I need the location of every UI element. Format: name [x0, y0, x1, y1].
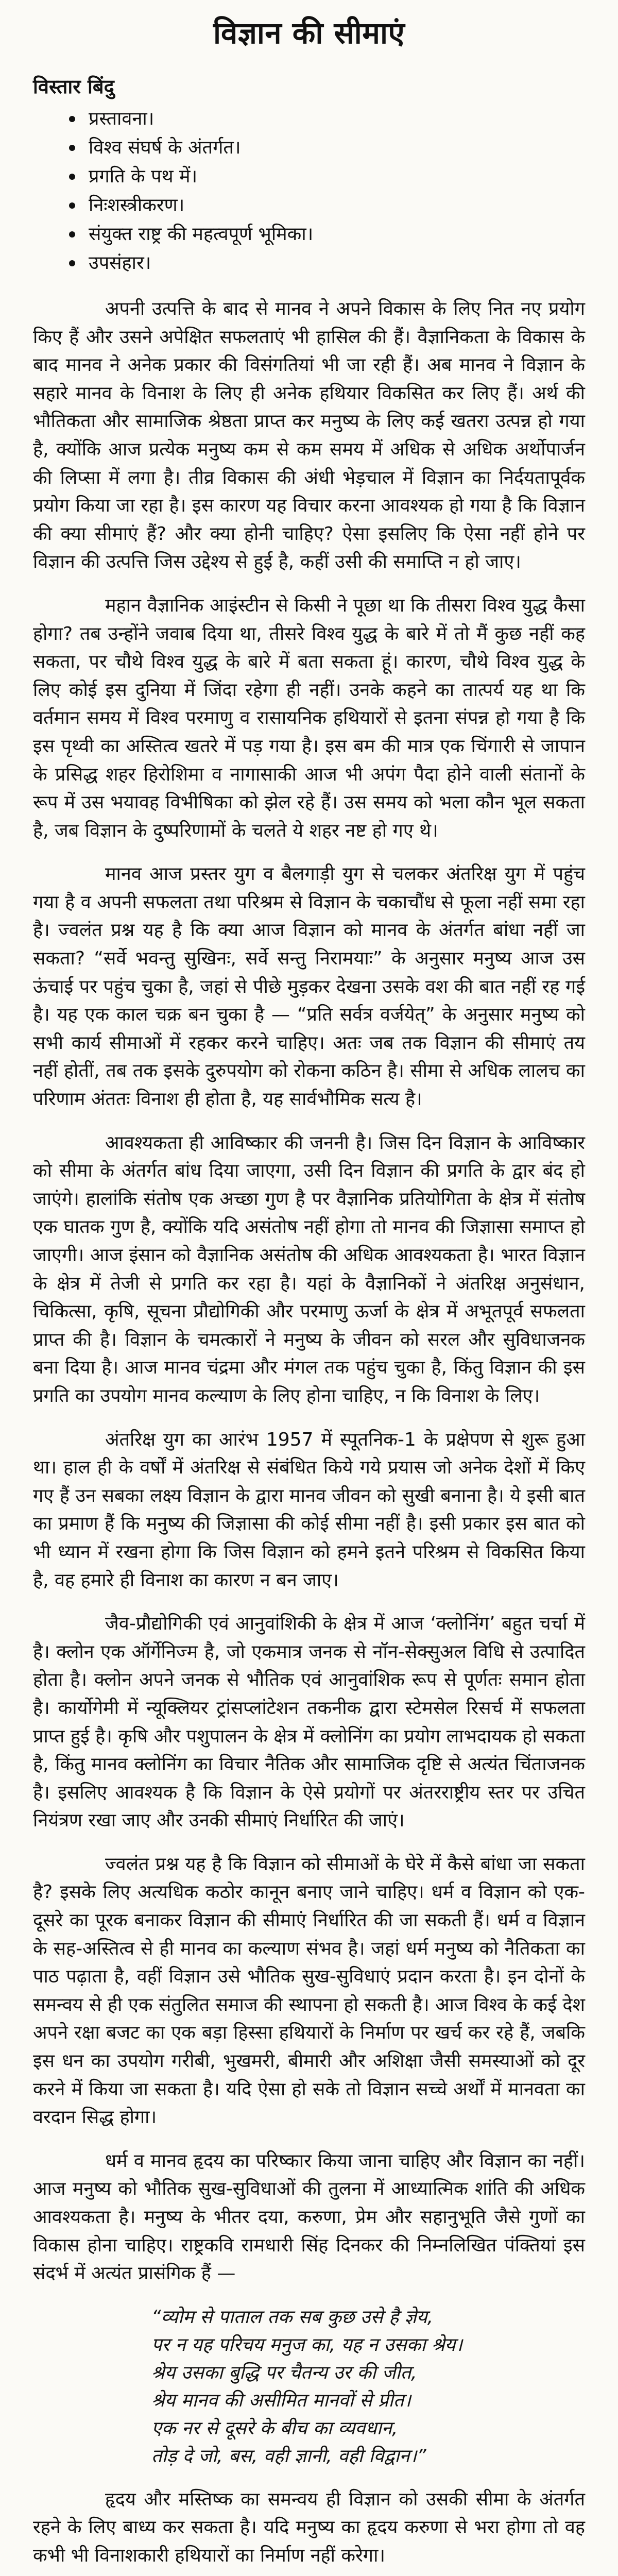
outline-item [69, 162, 585, 191]
paragraph-progress: आवश्यकता ही आविष्कार की जननी है। जिस दिन विज्ञान के आविष्कार को सीमा के अंतर्गत बांध दिया जाएगा, उसी दिन विज्ञान की प्रगति के द्वार बंद हो जाएंगे। हालांकि संतोष एक अच्छा गुण है पर वैज्ञानिक प्रतियोगिता के क्षेत्र में संतोष एक घातक गुण है, क्योंकि यदि असंतोष नहीं होगा तो मानव की जिज्ञासा समाप्त हो जाएगी। आज इंसान को वैज्ञानिक असंतोष की अधिक आवश्यकता है। भारत विज्ञान के क्षेत्र में तेजी से प्रगति कर रहा है। यहां के वैज्ञानिकों ने अंतरिक्ष अनुसंधान, चिकित्सा, कृषि, सूचना प्रौद्योगिकी और परमाणु ऊर्जा के क्षेत्र में अभूतपूर्व सफलता प्राप्त की है। विज्ञान के चमत्कारों ने मनुष्य के जीवन को सरल और सुविधाजनक बना दिया है। आज मानव चंद्रमा और मंगल तक पहुंच चुका है, किंतु विज्ञान की इस प्रगति का उपयोग मानव कल्याण के लिए होना चाहिए, न कि विनाश के लिए। [33, 1132, 585, 1406]
poem-line: एक नर से दूसरे के बीच का व्यवधान, [151, 2417, 398, 2439]
bullet-icon [69, 116, 75, 122]
paragraph-space-age: मानव आज प्रस्तर युग व बैलगाड़ी युग से चलकर अंतरिक्ष युग में पहुंच गया है व अपनी सफलता तथा परिश्रम से विज्ञान के चकाचौंध से फूला नहीं समा रहा है। ज्वलंत प्रश्न यह है कि क्या आज विज्ञान को मानव के अंतर्गत बांधा नहीं जा सकता? “सर्वे भवन्तु सुखिनः, सर्वे सन्तु निरामयाः” के अनुसार मनुष्य आज उस ऊंचाई पर पहुंच चुका है, जहां से पीछे मुड़कर देखना उसके वश की बात नहीं रह गई है। यह एक काल चक्र बन चुका है — “प्रति सर्वत्र वर्जयेत्” के अनुसार मनुष्य को सभी कार्य सीमाओं में रहकर करने चाहिए। अतः जब तक विज्ञान की सीमाएं तय नहीं होतीं, तब तक इसके दुरुपयोग को रोकना कठिन है। सीमा से अधिक लालच का परिणाम अंततः विनाश ही होता है, यह सार्वभौमिक सत्य है। [33, 863, 585, 1110]
outline-item-text: प्रस्तावना। [89, 108, 154, 129]
outline-item [69, 133, 585, 162]
outline-heading: विस्तार बिंदु [33, 75, 114, 98]
outline-item-text: विश्व संघर्ष के अंतर्गत। [89, 137, 241, 158]
bullet-icon [69, 174, 75, 180]
poem-line: पर न यह परिचय मनुज का, यह न उसका श्रेय। [151, 2334, 463, 2355]
poem-quote [151, 2303, 585, 2470]
poem-line: श्रेय मानव की असीमित मानवों से प्रीत। [151, 2389, 411, 2411]
bullet-icon [69, 202, 75, 209]
poem-line: तोड़ दे जो, बस, वही ज्ञानी, वही विद्वान।” [151, 2445, 426, 2467]
outline-list [69, 105, 585, 278]
paragraph-cloning: जैव-प्रौद्योगिकी एवं आनुवांशिकी के क्षेत्र में आज ‘क्लोनिंग’ बहुत चर्चा में है। क्लोन एक ऑर्गेनिज्म है, जो एकमात्र जनक से नॉन-सेक्सुअल विधि से उत्पादित होता है। क्लोन अपने जनक से भौतिक एवं आनुवांशिक रूप से पूर्णतः समान होता है। कार्योगेमी में न्यूक्लियर ट्रांसप्लांटेशन तकनीक द्वारा स्टेमसेल रिसर्च में सफलता प्राप्त हुई है। कृषि और पशुपालन के क्षेत्र में क्लोनिंग का प्रयोग लाभदायक हो सकता है, किंतु मानव क्लोनिंग का विचार नैतिक और सामाजिक दृष्टि से अत्यंत चिंताजनक है। इसलिए आवश्यक है कि विज्ञान के ऐसे प्रयोगों पर अंतरराष्ट्रीय स्तर पर उचित नियंत्रण रखा जाए और उनकी सीमाएं निर्धारित की जाएं। [33, 1613, 585, 1832]
outline-item-text: संयुक्त राष्ट्र की महत्वपूर्ण भूमिका। [89, 224, 314, 245]
paragraph-introduction: अपनी उत्पत्ति के बाद से मानव ने अपने विकास के लिए नित नए प्रयोग किए हैं और उसने अपेक्षित सफलताएं भी हासिल की हैं। वैज्ञानिकता के विकास के बाद मानव ने अनेक प्रकार की विसंगतियां भी जा रही हैं। अब मानव ने विज्ञान के सहारे मानव के विनाश के लिए ही अनेक हथियार विकसित कर लिए हैं। अर्थ की भौतिकता और सामाजिक श्रेष्ठता प्राप्त कर मनुष्य के लिए कई खतरा उत्पन्न हो गया है, क्योंकि आज प्रत्येक मनुष्य कम से कम समय में अधिक से अधिक अर्थोपार्जन की लिप्सा में लगा है। तीव्र विकास की अंधी भेड़चाल में विज्ञान का निर्दयतापूर्वक प्रयोग किया जा रहा है। इस कारण यह विचार करना आवश्यक हो गया है कि विज्ञान की क्या सीमाएं हैं? और क्या होनी चाहिए? ऐसा इसलिए कि ऐसा नहीं होने पर विज्ञान की उत्पत्ति जिस उद्देश्य से हुई है, कहीं उसी की समाप्ति न हो जाए। [33, 298, 585, 573]
paragraph-heart-mind: हृदय और मस्तिष्क का समन्वय ही विज्ञान को उसकी सीमा के अंतर्गत रहने के लिए बाध्य कर सकता है। यदि मनुष्य का हृदय करुणा से भरा होगा तो वह कभी भी विनाशकारी हथियारों का निर्माण नहीं करेगा। [33, 2488, 585, 2566]
paragraph-world-war: महान वैज्ञानिक आइंस्टीन से किसी ने पूछा था कि तीसरा विश्व युद्ध कैसा होगा? तब उन्होंने जवाब दिया था, तीसरे विश्व युद्ध के बारे में तो मैं कुछ नहीं कह सकता, पर चौथे विश्व युद्ध के बारे में बता सकता हूं। कारण, चौथे विश्व युद्ध के लिए कोई इस दुनिया में जिंदा रहेगा ही नहीं। उनके कहने का तात्पर्य यह था कि वर्तमान समय में विश्व परमाणु व रासायनिक हथियारों से इतना संपन्न हो गया है कि इस पृथ्वी का अस्तित्व खतरे में पड़ गया है। इस बम की मात्र एक चिंगारी से जापान के प्रसिद्ध शहर हिरोशिमा व नागासाकी आज भी अपंग पैदा होने वाली संतानों के रूप में उस भयावह विभीषिका को झेल रहे हैं। उस समय को भला कौन भूल सकता है, जब विज्ञान के दुष्परिणामों के चलते ये शहर नष्ट हो गए थे। [33, 595, 585, 841]
bullet-icon [69, 260, 75, 266]
outline-item [69, 105, 585, 133]
bullet-icon [69, 231, 75, 238]
bullet-icon [69, 145, 75, 151]
poem-line: श्रेय उसका बुद्धि पर चैतन्य उर की जीत, [151, 2362, 417, 2383]
poem-line: “व्योम से पाताल तक सब कुछ उसे है ज्ञेय, [151, 2306, 434, 2328]
outline-item-text: निःशस्त्रीकरण। [89, 195, 185, 216]
paragraph-limits-question: ज्वलंत प्रश्न यह है कि विज्ञान को सीमाओं के घेरे में कैसे बांधा जा सकता है? इसके लिए अत्यधिक कठोर कानून बनाए जाने चाहिए। धर्म व विज्ञान को एक-दूसरे का पूरक बनाकर विज्ञान की सीमाएं निर्धारित की जा सकती हैं। धर्म व विज्ञान के सह-अस्तित्व से ही मानव का कल्याण संभव है। जहां धर्म मनुष्य को नैतिकता का पाठ पढ़ाता है, वहीं विज्ञान उसे भौतिक सुख-सुविधाएं प्रदान करता है। इन दोनों के समन्वय से ही एक संतुलित समाज की स्थापना हो सकती है। आज विश्व के कई देश अपने रक्षा बजट का एक बड़ा हिस्सा हथियारों के निर्माण पर खर्च कर रहे हैं, जबकि इस धन का उपयोग गरीबी, भुखमरी, बीमारी और अशिक्षा जैसी समस्याओं को दूर करने में किया जा सकता है। यदि ऐसा हो सके तो विज्ञान सच्चे अर्थों में मानवता का वरदान सिद्ध होगा। [33, 1853, 585, 2128]
paragraph-space-research: अंतरिक्ष युग का आरंभ 1957 में स्पूतनिक-1 के प्रक्षेपण से शुरू हुआ था। हाल ही के वर्षों में अंतरिक्ष से संबंधित किये गये प्रयास जो अनेक देशों में किए गए हैं उन सबका लक्ष्य विज्ञान के द्वारा मानव जीवन को सुखी बनाना है। ये इसी बात का प्रमाण हैं कि मनुष्य की जिज्ञासा की कोई सीमा नहीं है। इसी प्रकार इस बात को भी ध्यान में रखना होगा कि जिस विज्ञान को हमने इतने परिश्रम से विकसित किया है, वह हमारे ही विनाश का कारण न बन जाए। [33, 1429, 585, 1591]
essay-title: विज्ञान की सीमाएं [213, 15, 405, 50]
outline-item [69, 191, 585, 220]
outline-item-text: प्रगति के पथ में। [89, 166, 198, 187]
outline-item [69, 249, 585, 278]
outline-item [69, 220, 585, 249]
paragraph-religion: धर्म व मानव हृदय का परिष्कार किया जाना चाहिए और विज्ञान का नहीं। आज मनुष्य को भौतिक सुख-सुविधाओं की तुलना में आध्यात्मिक शांति की अधिक आवश्यकता है। मनुष्य के भीतर दया, करुणा, प्रेम और सहानुभूति जैसे गुणों का विकास होना चाहिए। राष्ट्रकवि रामधारी सिंह दिनकर की निम्नलिखित पंक्तियां इस संदर्भ में अत्यंत प्रासंगिक हैं — [33, 2150, 585, 2284]
outline-item-text: उपसंहार। [89, 252, 151, 274]
